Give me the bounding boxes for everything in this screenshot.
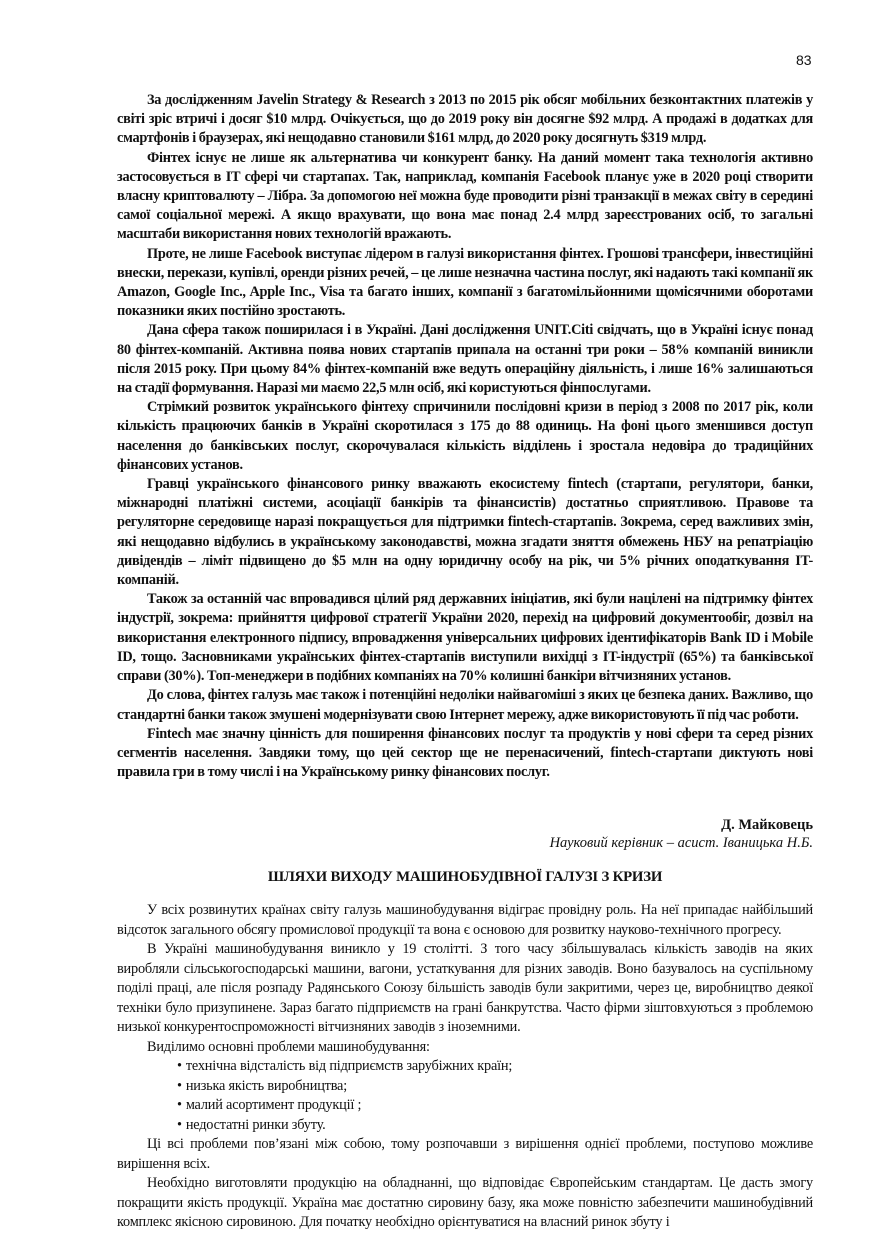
bullet-item <box>117 1116 813 1136</box>
article-fintech-body <box>117 91 813 782</box>
paragraph: До слова, фінтех галузь має також і потенційні недоліки найвагоміші з яких це безпека даних. Важливо, що стандартні банки також змушені модернізувати свою Інтернет мережу, адже використовують її під час роботи. <box>117 687 813 723</box>
supervisor-line: Науковий керівник – асист. Іваницька Н.Б. <box>549 835 813 852</box>
author-name: Д. Майковець <box>721 817 813 834</box>
paragraph: Дана сфера також поширилася і в Україні. Дані дослідження UNIT.Citi свідчать, що в Україні існує понад 80 фінтех-компаній. Активна поява нових стартапів припала на останні три роки – 58% компаній виникли після 2015 року. При цьому 84% фінтех-компаній вже ведуть операційну діяльність, і лише 16% залишаються на стадії формування. Наразі ми маємо 22,5 млн осіб, які користуються фінпослугами. <box>117 322 813 397</box>
paragraph: Фінтех існує не лише як альтернатива чи конкурент банку. На даний момент така технологія активно застосовується в IT сфері чи стартапах. Так, наприклад, компанія Facebook планує уже в 2020 році створити власну криптовалюту – Лібра. За допомогою неї можна буде проводити різні транзакції в межах світу в середині самої соціальної мережі. А якщо врахувати, що вона має понад 2.4 млрд зареєстрованих осіб, то загальні масштаби використання нових технологій вражають. <box>117 149 813 243</box>
article-machinery-body <box>117 901 813 1233</box>
paragraph: Також за останній час впровадився цілий ряд державних ініціатив, які були націлені на підтримку фінтех індустрії, зокрема: прийняття цифрової стратегії України 2020, перехід на цифровий документообіг, дозвіл на використання електронного підпису, впровадження універсальних цифрових ідентифікаторів Bank ID і Mobile ID, тощо. Засновниками українських фінтех-стартапів виступили вихідці з IT-індустрії (65%) та банківської справи (30%). Топ-менеджери в подібних компаніях на 70% колишні банкіри вітчизняних установ. <box>117 591 813 685</box>
paragraph: За дослідженням Javelin Strategy & Research з 2013 по 2015 рік обсяг мобільних безконтактних платежів у світі зріс втричі і досяг $10 млрд. Очікується, що до 2019 року він досягне $92 млрд. А продажі в додатках для смартфонів і браузерах, які нещодавно становили $161 млрд, до 2020 року досягнуть $319 млрд. <box>117 92 813 147</box>
bullet-text: низька якість виробництва; <box>185 1077 347 1094</box>
paragraph: Ці всі проблеми пов’язані між собою, тому розпочавши з вирішення однієї проблеми, поступово можливе вирішення всіх. <box>117 1136 813 1172</box>
paragraph: Гравці українського фінансового ринку вважають екосистему fintech (стартапи, регулятори, банки, міжнародні платіжні системи, асоціації банкірів та фінансистів) достатньо сприятливою. Правове та регуляторне середовище наразі покращується для підтримки fintech-стартапів. Зокрема, серед важливих змін, які нещодавно відбулись в українському законодавстві, можна згадати зняття обмежень НБУ на репатріацію дивідендів – ліміт підвищено до $5 млн на одну юридичну особу на рік, чи 5% річних оподаткування IT-компаній. <box>117 476 813 589</box>
bullet-icon: • <box>177 1097 182 1114</box>
bullet-text: малий асортимент продукції ; <box>185 1097 362 1114</box>
bullet-item <box>117 1077 813 1097</box>
paragraph: У всіх розвинутих країнах світу галузь машинобудування відіграє провідну роль. На неї припадає найбільший відсоток загального обсягу промислової продукції та вона є основою для розвитку науково-технічного прогресу. <box>117 902 813 938</box>
bullet-text: недостатні ринки збуту. <box>185 1116 326 1133</box>
bullet-item <box>117 1057 813 1077</box>
bullet-icon: • <box>177 1116 182 1133</box>
paragraph: В Україні машинобудування виникло у 19 столітті. З того часу збільшувалась кількість заводів на яких виробляли сільськогосподарські машини, вагони, устаткування для різних заводів. Воно базувалось на суспільному поділі праці, але після розпаду Радянського Союзу більшість заводів були закритими, через це, виробництво деякої техніки було призупинене. Зараз багато підприємств на грані банкрутства. Часто фірми зіштовхуються з проблемою низької конкурентоспроможності вітчизняних заводів з іноземними. <box>117 941 813 1036</box>
paragraph: Виділимо основні проблеми машинобудування: <box>147 1038 430 1055</box>
bullet-text: технічна відсталість від підприємств зарубіжних країн; <box>185 1058 513 1075</box>
page-number: 83 <box>796 52 812 68</box>
bullet-item <box>117 1096 813 1116</box>
bullet-icon: • <box>177 1058 182 1075</box>
paragraph: Проте, не лише Facebook виступає лідером в галузі використання фінтех. Грошові трансфери, інвестиційні внески, перекази, купівлі, оренди різних речей, – це лише незначна частина послуг, які надають такі компанії як Amazon, Google Inc., Apple Inc., Visa та багато інших, компанії з багатомільйонними щомісячними оборотами показники яких постійно зростають. <box>117 245 813 320</box>
bullet-icon: • <box>177 1077 182 1094</box>
article-title: ШЛЯХИ ВИХОДУ МАШИНОБУДІВНОЇ ГАЛУЗІ З КРИЗИ <box>267 869 663 886</box>
paragraph: Fintech має значну цінність для поширення фінансових послуг та продуктів у нові сфери та серед різних сегментів населення. Завдяки тому, що цей сектор ще не перенасичений, fintech-стартапи диктують нові правила гри в тому числі і на Українському ринку фінансових послуг. <box>117 725 813 781</box>
paragraph: Стрімкий розвиток українського фінтеху спричинили послідовні кризи в період з 2008 по 2017 рік, коли кількість працюючих банків в Україні скоротилася з 175 до 88 одиниць. На фоні цього зменшився доступ населення до банківських послуг, скорочувалася кількість відділень і зростала недовіра до традиційних фінансових установ. <box>117 399 813 473</box>
paragraph: Необхідно виготовляти продукцію на обладнанні, що відповідає Європейським стандартам. Це дасть змогу покращити якість продукції. Україна має достатню сировину базу, яка може повністю забезпечити машинобудівний комплекс якісною сировиною. Для початку необхідно орієнтуватися на власний ринок збуту і <box>117 1175 813 1231</box>
